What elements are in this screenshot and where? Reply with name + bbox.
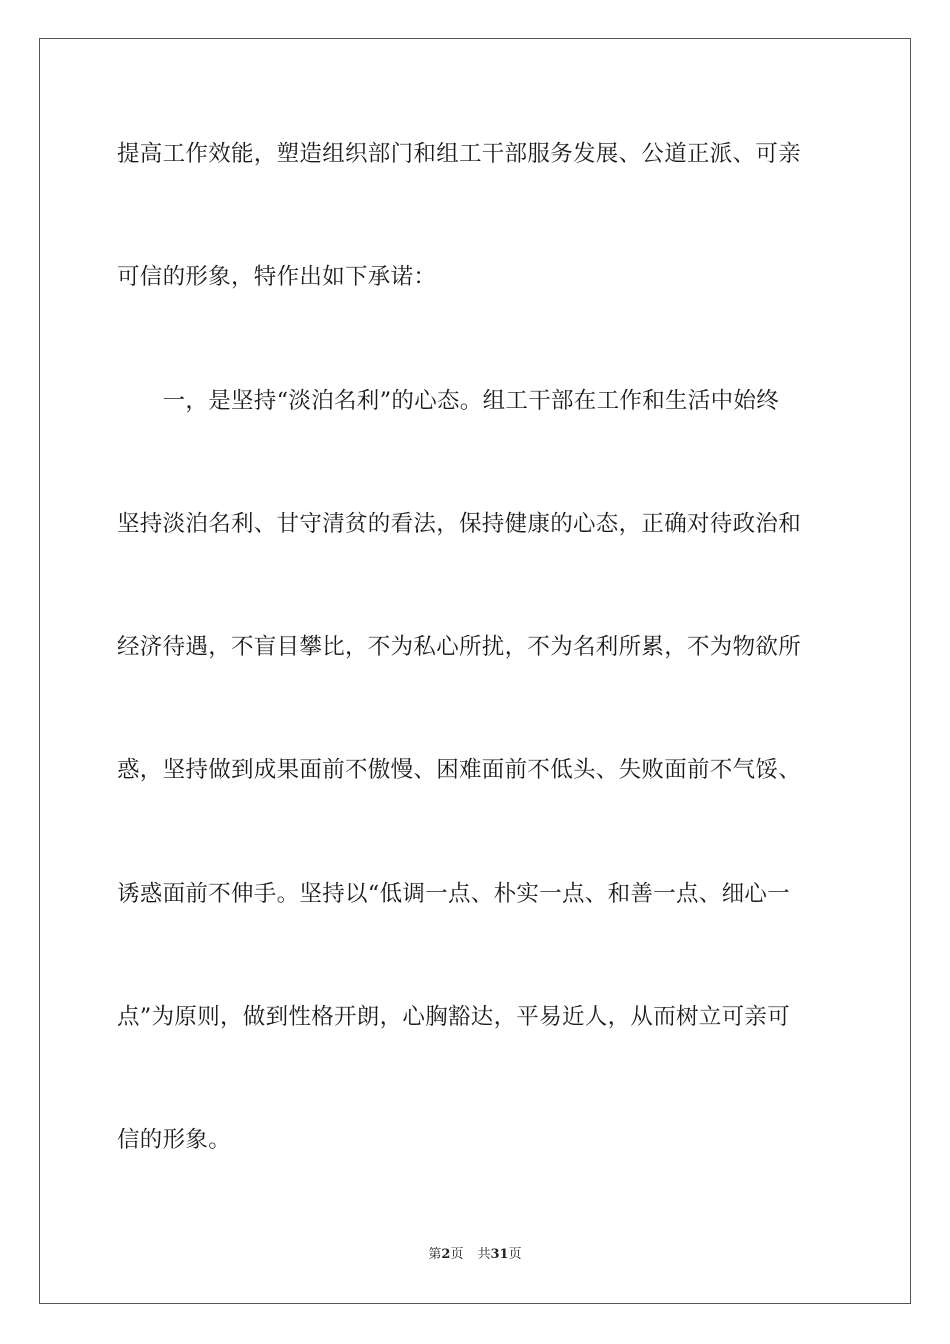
- total-prefix: 共: [477, 1247, 491, 1262]
- body-text-line-8: 点”为原则，做到性格开朗，心胸豁达，平易近人，从而树立可亲可: [117, 1004, 791, 1030]
- total-pages: 31: [490, 1247, 509, 1262]
- body-text-line-6: 惑，坚持做到成果面前不傲慢、困难面前不低头、失败面前不气馁、: [117, 757, 802, 783]
- page-footer: [0, 1246, 950, 1264]
- body-text-line-1: 提高工作效能，塑造组织部门和组工干部服务发展、公道正派、可亲: [117, 141, 802, 167]
- body-text-line-9: 信的形象。: [117, 1127, 232, 1153]
- page-prefix: 第: [428, 1247, 442, 1262]
- body-text-line-3: 一，是坚持“淡泊名利”的心态。组工干部在工作和生活中始终: [117, 388, 780, 414]
- page-suffix: 页: [450, 1247, 464, 1262]
- total-suffix: 页: [508, 1247, 522, 1262]
- page-border: [39, 38, 911, 1304]
- page-number: 2: [441, 1247, 451, 1262]
- body-text-line-5: 经济待遇，不盲目攀比，不为私心所扰，不为名利所累，不为物欲所: [117, 634, 802, 660]
- body-text-line-4: 坚持淡泊名利、甘守清贫的看法，保持健康的心态，正确对待政治和: [117, 511, 802, 537]
- body-text-line-2: 可信的形象，特作出如下承诺：: [117, 264, 437, 290]
- body-text-line-7: 诱惑面前不伸手。坚持以“低调一点、朴实一点、和善一点、细心一: [117, 881, 791, 907]
